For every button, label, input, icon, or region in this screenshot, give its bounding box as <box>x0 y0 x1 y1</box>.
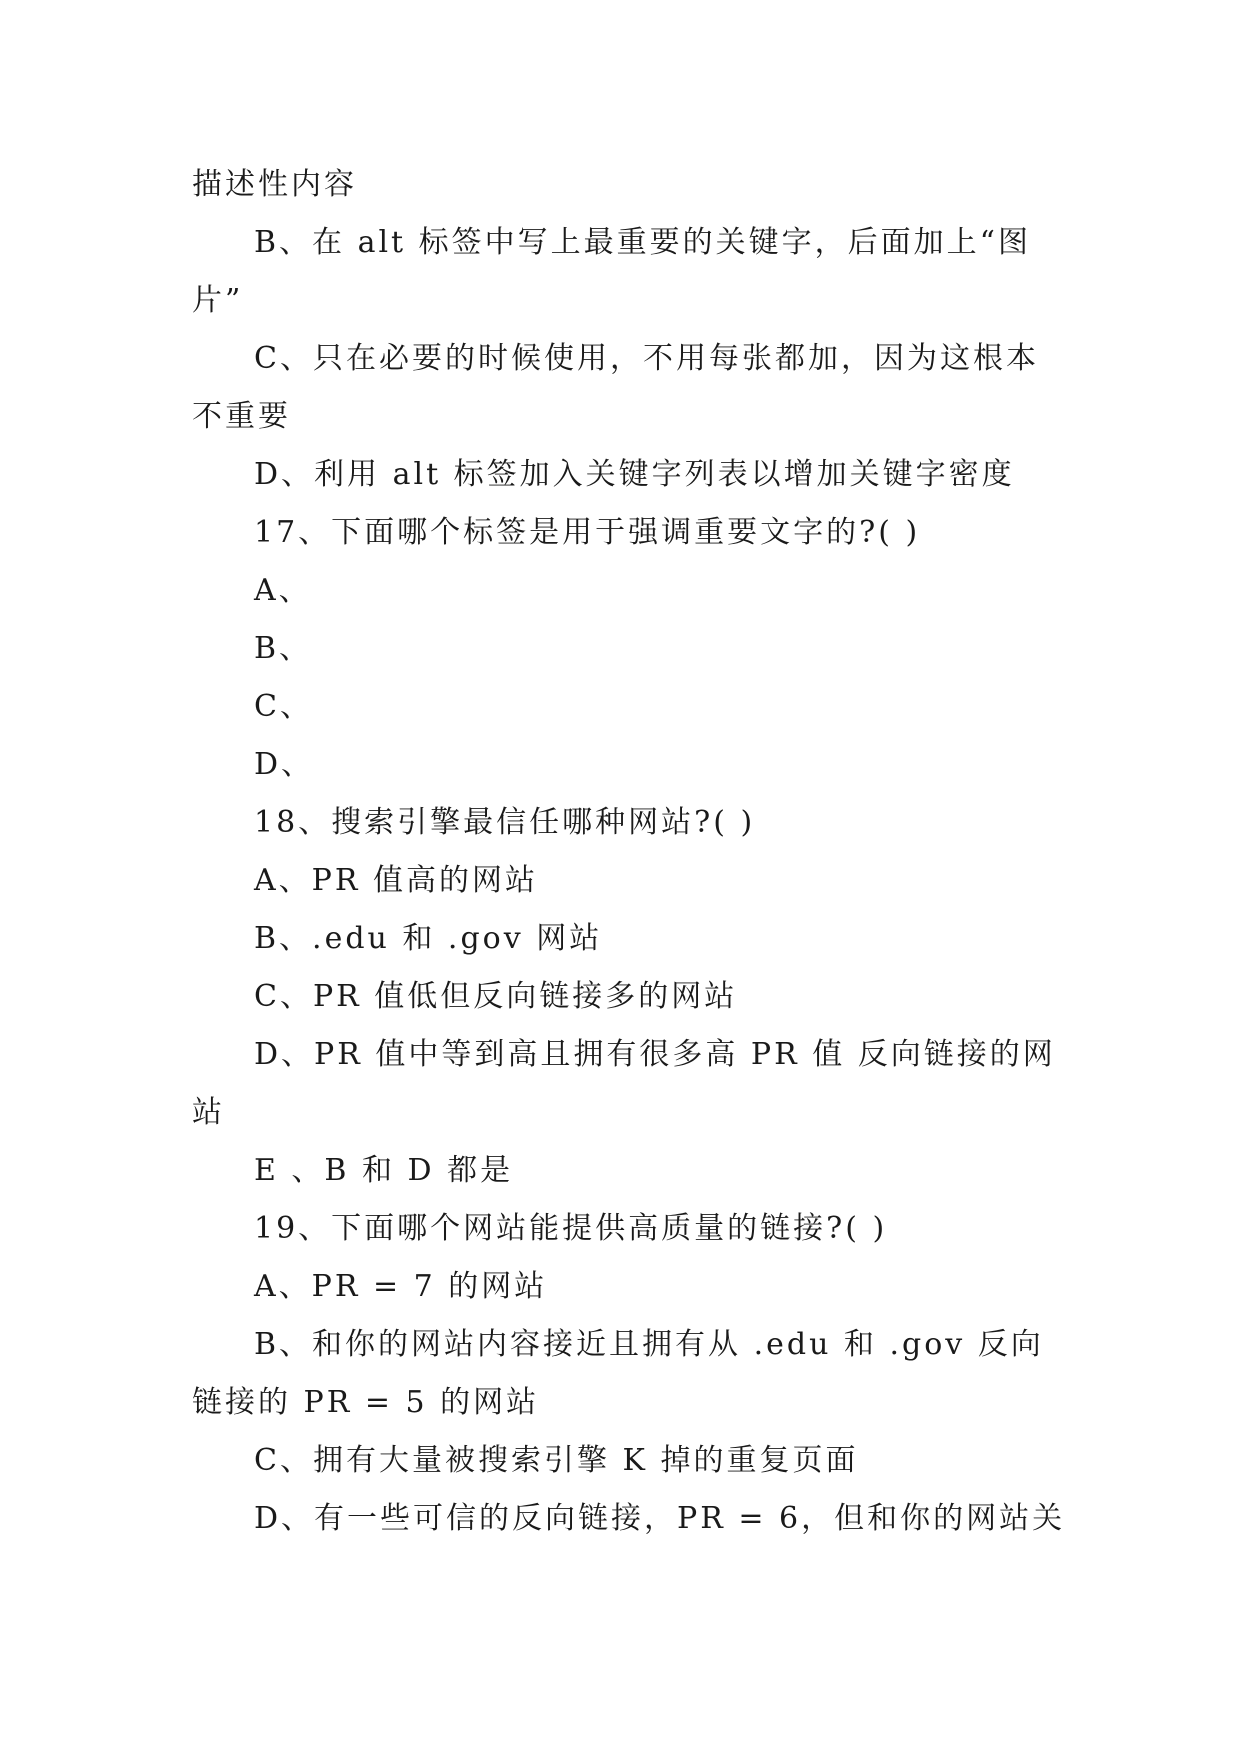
option-a-line: A、 <box>254 573 312 608</box>
option-c-line: C、只在必要的时候使用，不用每张都加，因为这根本 <box>254 341 1039 376</box>
text-line: 描述性内容 <box>192 167 357 202</box>
option-c-line: C、 <box>254 689 313 724</box>
question-18: 18、搜索引擎最信任哪种网站?( ) <box>254 805 756 840</box>
document-body <box>192 156 1066 1548</box>
option-c-line: C、拥有大量被搜索引擎 K 掉的重复页面 <box>254 1443 859 1478</box>
option-d-line: D、 <box>254 747 315 782</box>
option-d-line: D、有一些可信的反向链接，PR = 6，但和你的网站关 <box>254 1501 1066 1536</box>
text-line: 站 <box>192 1095 225 1130</box>
option-b-line: B、 <box>254 631 313 666</box>
text-line: 链接的 PR = 5 的网站 <box>192 1385 540 1420</box>
option-a-line: A、PR 值高的网站 <box>254 863 538 898</box>
option-d-line: D、PR 值中等到高且拥有很多高 PR 值 反向链接的网 <box>254 1037 1056 1072</box>
option-c-line: C、PR 值低但反向链接多的网站 <box>254 979 738 1014</box>
option-a-line: A、PR = 7 的网站 <box>254 1269 548 1304</box>
option-d-line: D、利用 alt 标签加入关键字列表以增加关键字密度 <box>254 457 1015 492</box>
text-line: 片” <box>192 283 244 318</box>
option-b-line: B、和你的网站内容接近且拥有从 .edu 和 .gov 反向 <box>254 1327 1044 1362</box>
option-b-line: B、在 alt 标签中写上最重要的关键字，后面加上“图 <box>254 225 1031 260</box>
text-line: 不重要 <box>192 399 291 434</box>
question-17: 17、下面哪个标签是用于强调重要文字的?( ) <box>254 515 921 550</box>
option-e-line: E 、B 和 D 都是 <box>254 1153 514 1188</box>
option-b-line: B、.edu 和 .gov 网站 <box>254 921 603 956</box>
question-19: 19、下面哪个网站能提供高质量的链接?( ) <box>254 1211 888 1246</box>
